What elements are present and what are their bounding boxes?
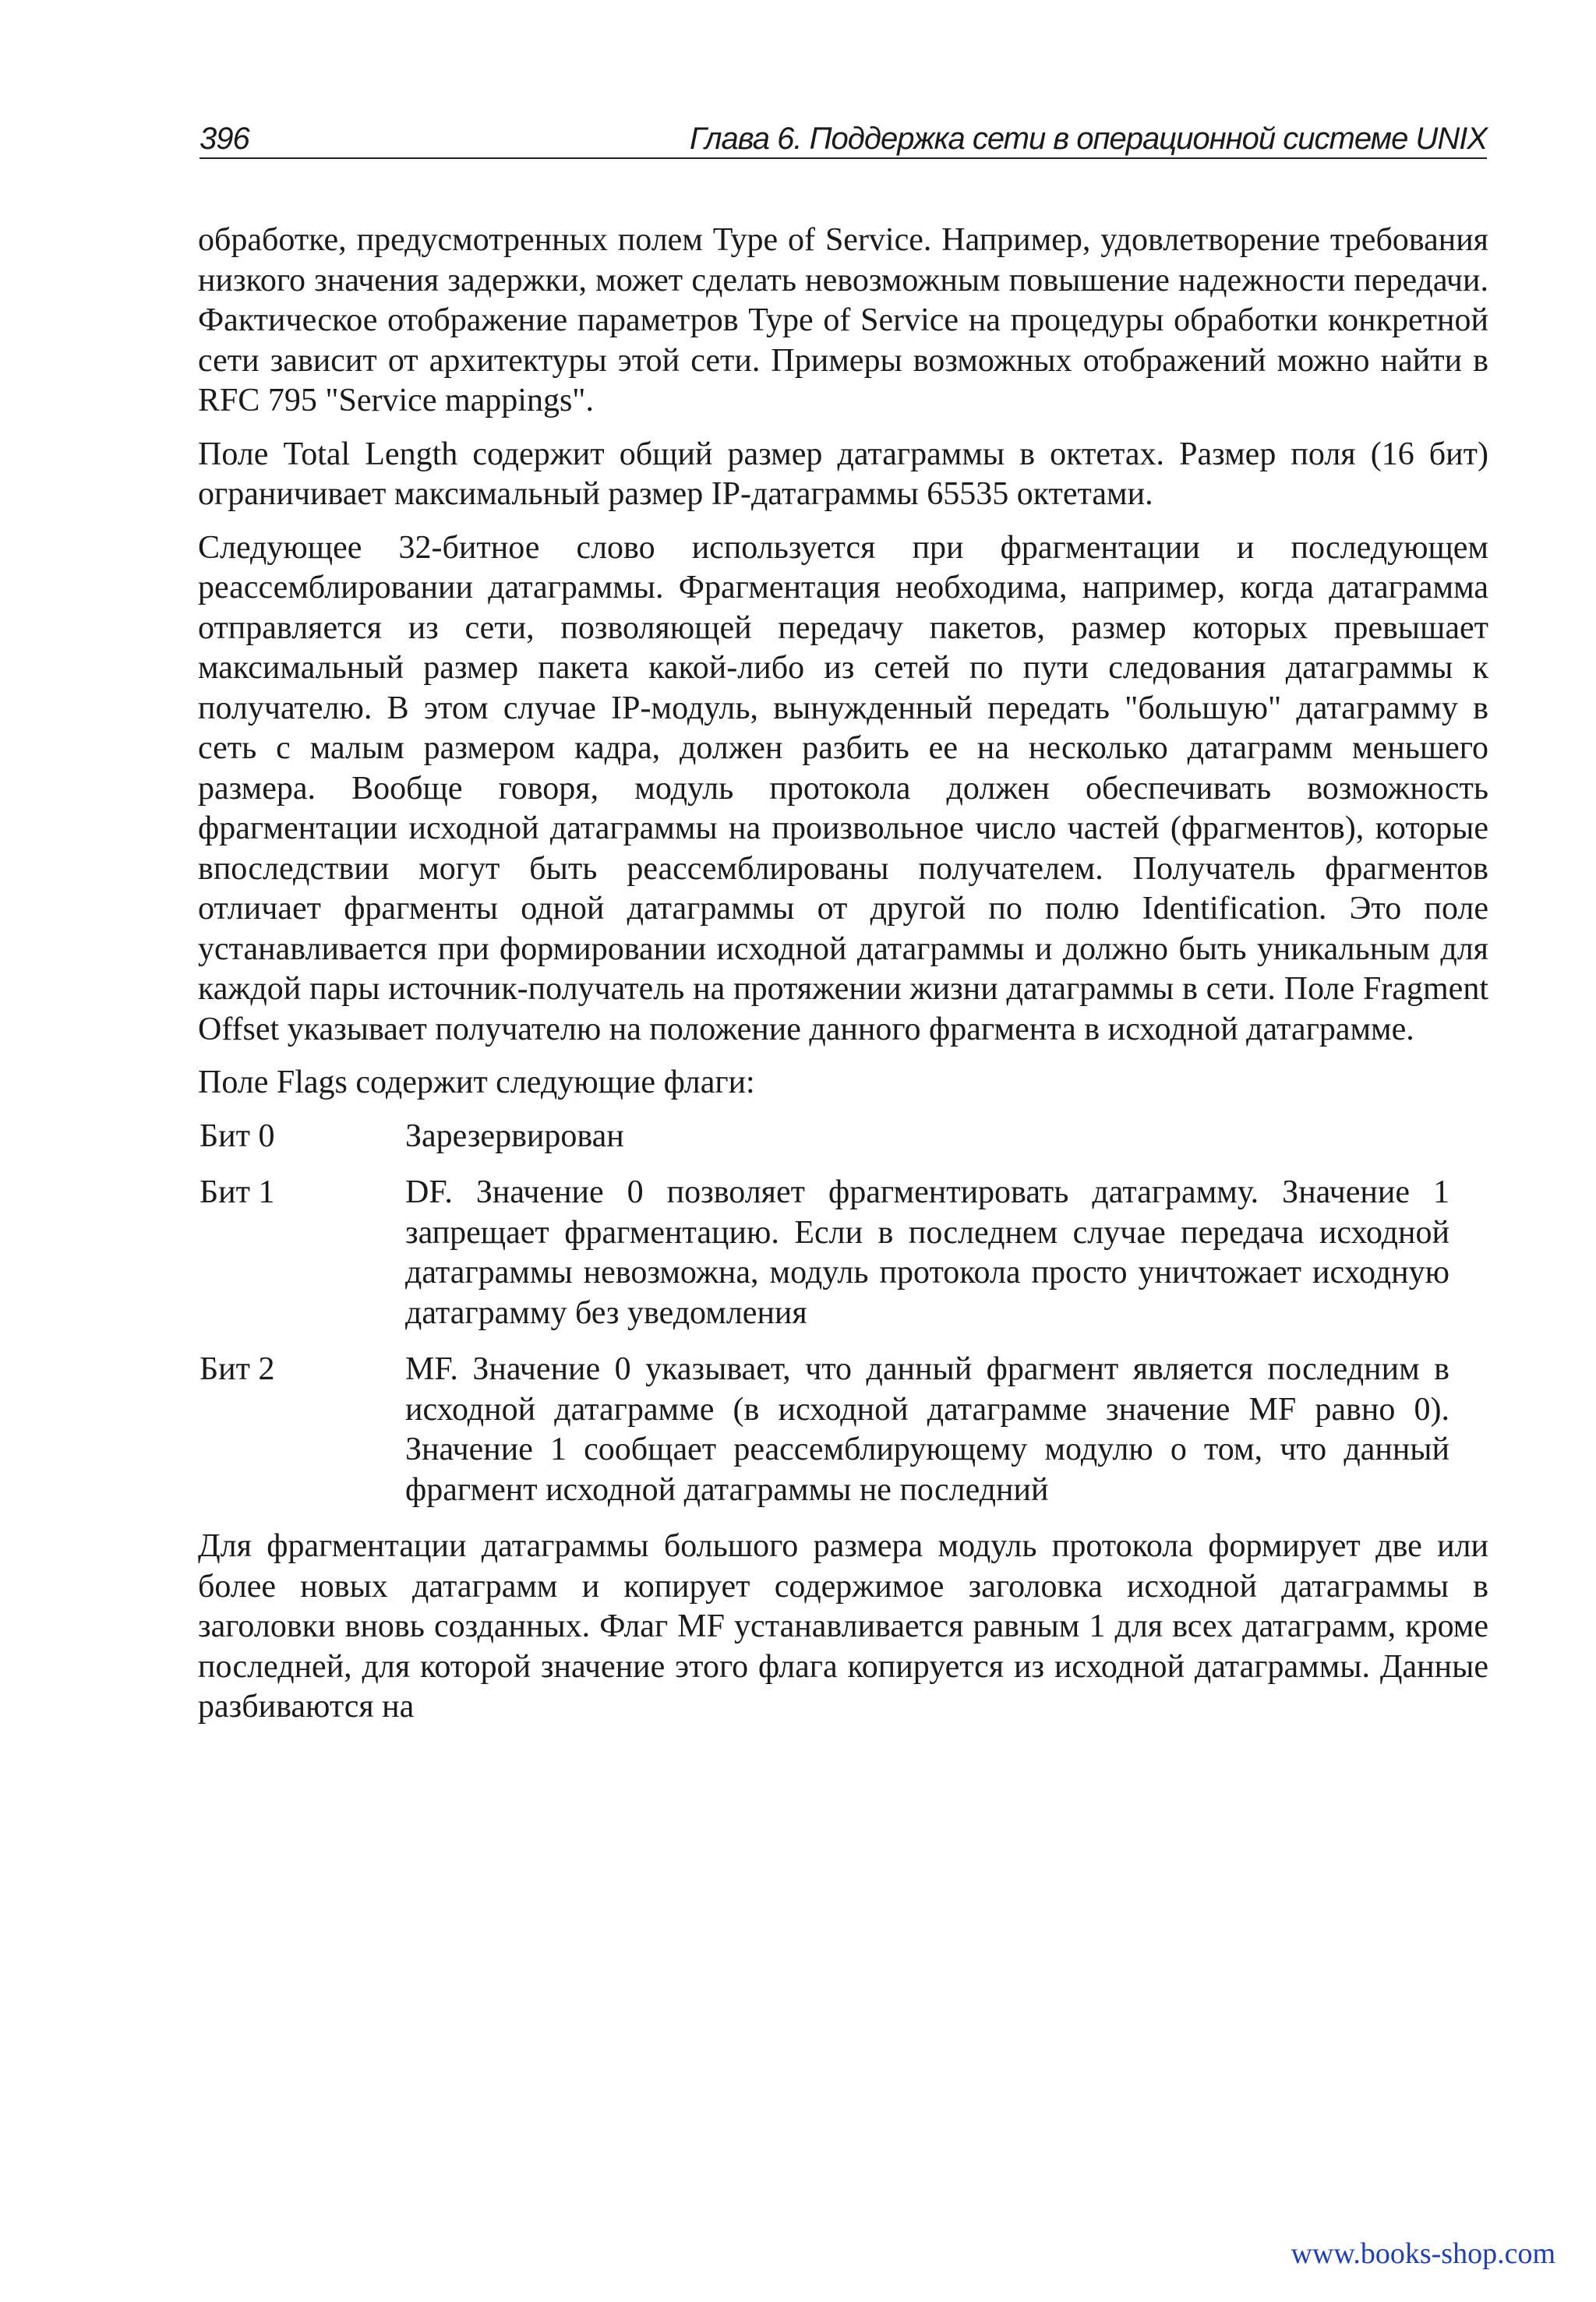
bit-description: MF. Значение 0 указывает, что данный фрагмент является последним в исходной датаграмме (в исходной датаграмме значение MF равно 0). Значение 1 сообщает реассемблирующему модулю о том, что данный фрагмент исходной датаграммы не последний (405, 1351, 1449, 1508)
bit-description: Зарезервирован (405, 1117, 624, 1154)
bit-label: Бит 2 (200, 1351, 275, 1387)
bit-label: Бит 0 (200, 1117, 275, 1154)
paragraph-fragmentation: Следующее 32-битное слово используется при фрагментации и последующем реассемблировании датаграммы. Фрагментация необходима, например, когда датаграмма отправляется из сети, позволяющей передачу пакетов, размер которых превышает максимальный размер пакета какой-либо из сетей по пути следования датаграммы к получателю. В этом случае IP-модуль, вынужденный передать "большую" датаграмму в сеть с малым размером кадра, должен разбить ее на несколько датаграмм меньшего размера. Вообще говоря, модуль протокола должен обеспечивать возможность фрагментации исходной датаграммы на произвольное число частей (фрагментов), которые впоследствии могут быть реассемблированы получателем. Получатель фрагментов отличает фрагменты одной датаграммы от другой по полю Identification. Это поле устанавливается при формировании исходной датаграммы и должно быть уникальным для каждой пары источник-получатель на протяжении жизни датаграммы в сети. Поле Fragment Offset указывает получателю на положение данного фрагмента в исходной датаграмме. (198, 529, 1488, 1047)
paragraph-flags-intro: Поле Flags содержит следующие флаги: (198, 1064, 755, 1100)
page-number: 396 (200, 122, 249, 156)
flags-list (198, 1117, 1488, 1511)
footer-site-link[interactable]: www.books-shop.com (1291, 2237, 1555, 2270)
page-body (198, 221, 1488, 1741)
flag-bit-1 (198, 1173, 1488, 1333)
running-title: Глава 6. Поддержка сети в операционной системе UNIX (689, 122, 1487, 156)
flag-bit-2 (198, 1350, 1488, 1510)
paragraph-type-of-service: обработке, предусмотренных полем Type of Service. Например, удовлетворение требования низкого значения задержки, может сделать невозможным повышение надежности передачи. Фактическое отображение параметров Type of Service на процедуры обработки конкретной сети зависит от архитектуры этой сети. Примеры возможных отображений можно найти в RFC 795 "Service mappings". (198, 222, 1488, 418)
bit-label: Бит 1 (200, 1174, 275, 1210)
bit-description: DF. Значение 0 позволяет фрагментировать датаграмму. Значение 1 запрещает фрагментацию. Если в последнем случае передача исходной датаграммы невозможна, модуль протокола просто уничтожает исходную датаграмму без уведомления (405, 1174, 1449, 1331)
paragraph-total-length: Поле Total Length содержит общий размер датаграммы в октетах. Размер поля (16 бит) ограничивает максимальный размер IP-датаграммы 65535 октетами. (198, 436, 1488, 512)
paragraph-fragmentation-process: Для фрагментации датаграммы большого размера модуль протокола формирует две или более новых датаграмм и копирует содержимое заголовка исходной датаграммы в заголовки вновь созданных. Флаг MF устанавливается равным 1 для всех датаграмм, кроме последней, для которой значение этого флага копируется из исходной датаграммы. Данные разбиваются на (198, 1528, 1488, 1725)
flag-bit-0 (198, 1117, 1488, 1157)
page-header (200, 117, 1487, 159)
